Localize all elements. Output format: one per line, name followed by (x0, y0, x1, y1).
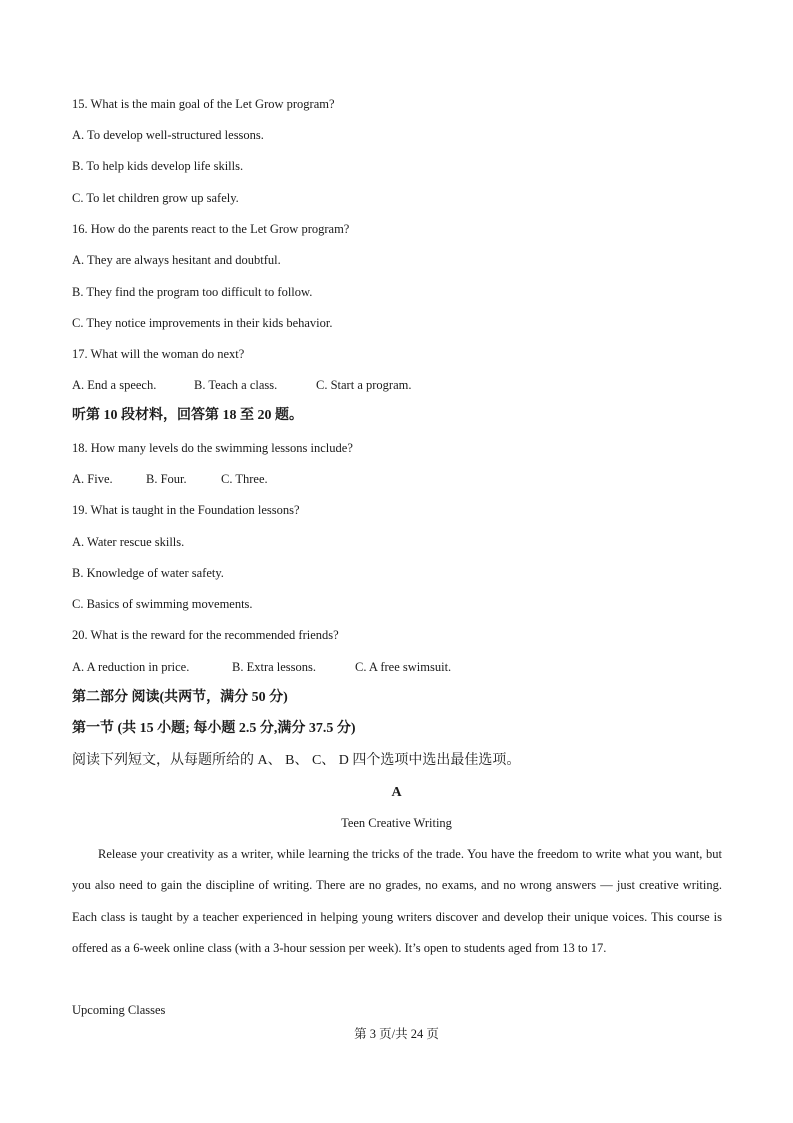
question-20-options (72, 659, 451, 675)
question-20: 20. What is the reward for the recommended friends? (72, 628, 339, 642)
question-19-option-c: C. Basics of swimming movements. (72, 597, 253, 611)
passage-title: Teen Creative Writing (341, 816, 452, 830)
question-17-option-c: C. Start a program. (316, 378, 412, 392)
question-17-option-b: B. Teach a class. (194, 378, 278, 392)
question-17: 17. What will the woman do next? (72, 347, 245, 361)
question-15: 15. What is the main goal of the Let Grow program? (72, 97, 335, 111)
question-15-option-b: B. To help kids develop life skills. (72, 159, 244, 173)
question-17-options (72, 377, 411, 393)
page-footer: 第 3 页/共 24 页 (354, 1027, 439, 1041)
question-20-option-b: B. Extra lessons. (232, 660, 317, 674)
question-16-option-a: A. They are always hesitant and doubtful. (72, 253, 281, 267)
part-2-heading: 第二部分 阅读(共两节，满分 50 分) (72, 690, 288, 705)
passage-letter: A (391, 785, 402, 800)
question-18-option-a: A. Five. (72, 472, 113, 486)
section-instruction-10: 听第 10 段材料，回答第 18 至 20 题。 (72, 408, 303, 423)
question-19-option-b: B. Knowledge of water safety. (72, 566, 224, 580)
question-16: 16. How do the parents react to the Let Grow program? (72, 222, 350, 236)
question-18: 18. How many levels do the swimming lessons include? (72, 441, 353, 455)
question-18-option-c: C. Three. (221, 472, 268, 486)
question-15-option-c: C. To let children grow up safely. (72, 191, 239, 205)
question-19-option-a: A. Water rescue skills. (72, 535, 185, 549)
question-18-option-b: B. Four. (146, 472, 187, 486)
question-15-option-a: A. To develop well-structured lessons. (72, 128, 264, 142)
question-17-option-a: A. End a speech. (72, 378, 157, 392)
question-19: 19. What is taught in the Foundation lessons? (72, 503, 300, 517)
question-20-option-c: C. A free swimsuit. (355, 660, 452, 674)
question-18-options (72, 471, 268, 487)
reading-instruction: 阅读下列短文，从每题所给的 A、 B、 C、 D 四个选项中选出最佳选项。 (72, 753, 521, 768)
upcoming-classes-heading: Upcoming Classes (72, 1003, 166, 1017)
question-16-option-c: C. They notice improvements in their kids behavior. (72, 316, 333, 330)
passage-body: Release your creativity as a writer, while learning the tricks of the trade. You have the freedom to write what you want, but you also need to gain the discipline of writing. There are no grades, no exams, and no wrong answers — just creative writing. Each class is taught by a teacher experienced in helping young writers discover and develop their unique voices. This course is offered as a 6-week online class (with a 3-hour session per week). It’s open to students aged from 13 to 17. (72, 847, 722, 955)
question-16-option-b: B. They find the program too difficult to follow. (72, 285, 313, 299)
section-1-heading: 第一节 (共 15 小题; 每小题 2.5 分,满分 37.5 分) (72, 721, 356, 736)
question-20-option-a: A. A reduction in price. (72, 660, 190, 674)
